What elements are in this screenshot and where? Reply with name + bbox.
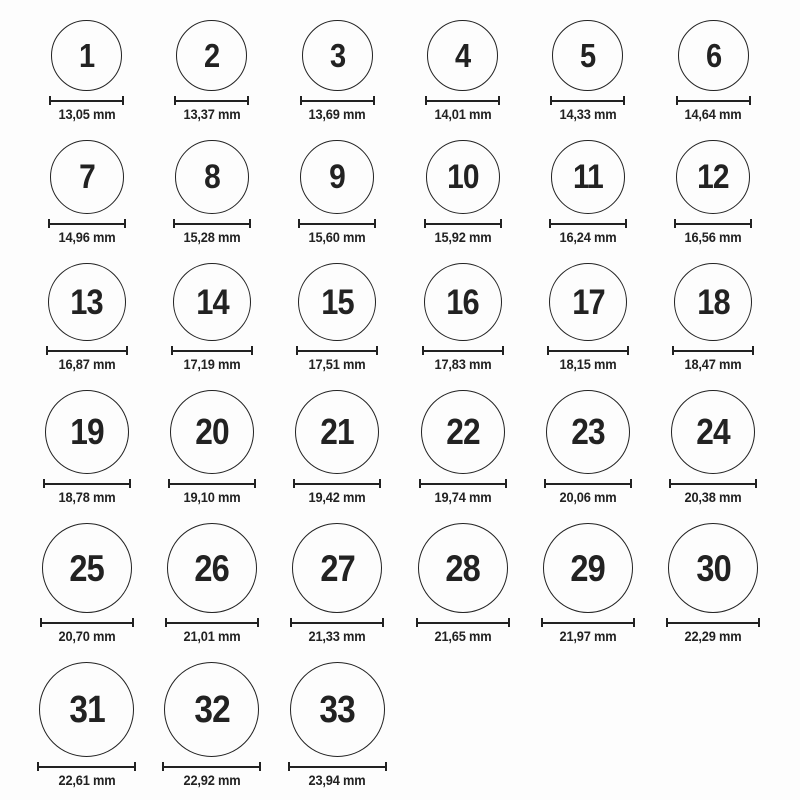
ring-number: 32 bbox=[194, 688, 230, 731]
ring-circle bbox=[295, 390, 379, 474]
chart-row bbox=[24, 523, 776, 645]
diameter-label: 17,83 mm bbox=[434, 357, 492, 372]
ring-circle bbox=[668, 523, 758, 613]
ring-number: 19 bbox=[69, 411, 104, 452]
ring-size-item bbox=[296, 263, 378, 373]
ring-circle bbox=[424, 263, 502, 341]
diameter-label: 17,19 mm bbox=[183, 357, 241, 372]
ring-number: 4 bbox=[455, 37, 471, 74]
diameter-measure-line bbox=[174, 96, 249, 105]
ring-circle bbox=[298, 263, 376, 341]
ring-size-item bbox=[672, 263, 754, 373]
ring-size-item bbox=[666, 523, 760, 645]
ring-number: 9 bbox=[329, 158, 346, 196]
diameter-label: 18,15 mm bbox=[559, 357, 617, 372]
diameter-label: 18,78 mm bbox=[58, 490, 116, 505]
diameter-measure-line bbox=[550, 96, 625, 105]
ring-circle bbox=[48, 263, 126, 341]
ring-size-item bbox=[165, 523, 259, 645]
diameter-measure-line bbox=[171, 346, 253, 355]
diameter-measure-line bbox=[422, 346, 504, 355]
ring-number: 5 bbox=[580, 37, 596, 74]
ring-number: 24 bbox=[696, 411, 731, 452]
ring-size-item bbox=[37, 662, 136, 789]
diameter-label: 18,47 mm bbox=[684, 357, 742, 372]
ring-size-item bbox=[676, 20, 751, 123]
ring-circle bbox=[674, 263, 752, 341]
diameter-measure-line bbox=[43, 479, 131, 488]
chart-row bbox=[24, 662, 776, 789]
ring-size-item bbox=[46, 263, 128, 373]
ring-size-item bbox=[43, 390, 131, 506]
diameter-measure-line bbox=[296, 346, 378, 355]
ring-size-item bbox=[174, 20, 249, 123]
ring-circle bbox=[543, 523, 633, 613]
ring-size-item bbox=[674, 140, 752, 246]
chart-row bbox=[24, 140, 776, 246]
ring-circle bbox=[546, 390, 630, 474]
ring-number: 27 bbox=[320, 547, 355, 589]
diameter-measure-line bbox=[298, 219, 376, 228]
diameter-label: 21,97 mm bbox=[559, 629, 617, 644]
chart-row bbox=[24, 263, 776, 373]
ring-number: 13 bbox=[70, 282, 103, 322]
diameter-label: 13,37 mm bbox=[183, 107, 241, 122]
ring-size-item bbox=[541, 523, 635, 645]
ring-circle bbox=[39, 662, 134, 757]
diameter-label: 22,61 mm bbox=[58, 773, 116, 788]
ring-number: 16 bbox=[446, 282, 479, 322]
ring-size-item bbox=[425, 20, 500, 123]
diameter-label: 21,01 mm bbox=[183, 629, 241, 644]
diameter-label: 14,64 mm bbox=[684, 107, 742, 122]
ring-circle bbox=[164, 662, 259, 757]
diameter-measure-line bbox=[669, 479, 757, 488]
ring-circle bbox=[173, 263, 251, 341]
ring-number: 10 bbox=[446, 158, 479, 196]
diameter-measure-line bbox=[40, 618, 134, 627]
diameter-label: 20,38 mm bbox=[684, 490, 742, 505]
diameter-measure-line bbox=[162, 762, 261, 771]
ring-size-item bbox=[173, 140, 251, 246]
diameter-measure-line bbox=[425, 96, 500, 105]
ring-size-item bbox=[162, 662, 261, 789]
diameter-measure-line bbox=[541, 618, 635, 627]
ring-circle bbox=[549, 263, 627, 341]
diameter-measure-line bbox=[293, 479, 381, 488]
ring-size-item bbox=[49, 20, 124, 123]
ring-number: 17 bbox=[571, 282, 605, 322]
diameter-measure-line bbox=[424, 219, 502, 228]
ring-size-item bbox=[40, 523, 134, 645]
ring-circle bbox=[45, 390, 129, 474]
ring-circle bbox=[292, 523, 382, 613]
ring-size-item bbox=[422, 263, 504, 373]
diameter-measure-line bbox=[666, 618, 760, 627]
ring-size-item bbox=[549, 140, 627, 246]
ring-size-item bbox=[288, 662, 387, 789]
ring-number: 26 bbox=[194, 547, 230, 589]
diameter-measure-line bbox=[419, 479, 507, 488]
ring-size-item bbox=[669, 390, 757, 506]
diameter-measure-line bbox=[549, 219, 627, 228]
diameter-measure-line bbox=[49, 96, 124, 105]
ring-size-item bbox=[547, 263, 629, 373]
diameter-measure-line bbox=[168, 479, 256, 488]
ring-number: 33 bbox=[319, 688, 356, 731]
ring-circle bbox=[302, 20, 373, 91]
ring-size-item bbox=[544, 390, 632, 506]
ring-number: 11 bbox=[573, 158, 603, 196]
diameter-label: 15,28 mm bbox=[183, 230, 241, 245]
diameter-label: 19,74 mm bbox=[434, 490, 492, 505]
ring-number: 29 bbox=[570, 547, 606, 589]
diameter-label: 13,05 mm bbox=[58, 107, 116, 122]
diameter-label: 23,94 mm bbox=[308, 773, 366, 788]
diameter-measure-line bbox=[37, 762, 136, 771]
ring-number: 20 bbox=[195, 411, 229, 452]
diameter-measure-line bbox=[173, 219, 251, 228]
ring-size-item bbox=[300, 20, 375, 123]
diameter-measure-line bbox=[300, 96, 375, 105]
ring-size-item bbox=[168, 390, 256, 506]
diameter-label: 17,51 mm bbox=[308, 357, 366, 372]
diameter-label: 15,60 mm bbox=[308, 230, 366, 245]
ring-number: 25 bbox=[69, 547, 104, 589]
diameter-label: 13,69 mm bbox=[308, 107, 366, 122]
diameter-measure-line bbox=[674, 219, 752, 228]
ring-number: 22 bbox=[445, 411, 480, 452]
ring-circle bbox=[42, 523, 132, 613]
ring-size-item bbox=[550, 20, 625, 123]
ring-number: 30 bbox=[696, 547, 731, 589]
ring-size-item bbox=[424, 140, 502, 246]
diameter-label: 16,24 mm bbox=[559, 230, 617, 245]
ring-size-item bbox=[293, 390, 381, 506]
ring-number: 18 bbox=[697, 282, 730, 322]
ring-circle bbox=[50, 140, 124, 214]
diameter-label: 21,33 mm bbox=[308, 629, 366, 644]
diameter-measure-line bbox=[165, 618, 259, 627]
diameter-label: 19,10 mm bbox=[183, 490, 241, 505]
diameter-label: 22,92 mm bbox=[183, 773, 241, 788]
diameter-measure-line bbox=[48, 219, 126, 228]
ring-circle bbox=[671, 390, 755, 474]
ring-number: 28 bbox=[445, 547, 480, 589]
diameter-measure-line bbox=[288, 762, 387, 771]
ring-number: 15 bbox=[321, 282, 354, 322]
ring-number: 12 bbox=[697, 158, 730, 196]
ring-number: 23 bbox=[571, 411, 605, 452]
diameter-label: 22,29 mm bbox=[684, 629, 742, 644]
ring-circle bbox=[426, 140, 500, 214]
ring-circle bbox=[167, 523, 257, 613]
ring-circle bbox=[551, 140, 625, 214]
diameter-label: 19,42 mm bbox=[308, 490, 366, 505]
ring-circle bbox=[678, 20, 749, 91]
chart-row bbox=[24, 390, 776, 506]
ring-number: 1 bbox=[79, 37, 95, 74]
ring-number: 3 bbox=[329, 37, 345, 74]
diameter-measure-line bbox=[547, 346, 629, 355]
ring-number: 31 bbox=[68, 688, 105, 731]
diameter-measure-line bbox=[672, 346, 754, 355]
diameter-measure-line bbox=[290, 618, 384, 627]
ring-number: 6 bbox=[705, 37, 721, 74]
ring-circle bbox=[175, 140, 249, 214]
ring-size-item bbox=[290, 523, 384, 645]
diameter-label: 14,96 mm bbox=[58, 230, 116, 245]
ring-circle bbox=[170, 390, 254, 474]
diameter-label: 20,70 mm bbox=[58, 629, 116, 644]
diameter-label: 14,33 mm bbox=[559, 107, 617, 122]
diameter-measure-line bbox=[46, 346, 128, 355]
ring-circle bbox=[176, 20, 247, 91]
ring-size-item bbox=[171, 263, 253, 373]
diameter-label: 14,01 mm bbox=[434, 107, 492, 122]
ring-circle bbox=[300, 140, 374, 214]
ring-circle bbox=[290, 662, 385, 757]
ring-size-item bbox=[298, 140, 376, 246]
diameter-label: 15,92 mm bbox=[434, 230, 492, 245]
ring-circle bbox=[421, 390, 505, 474]
diameter-measure-line bbox=[416, 618, 510, 627]
ring-circle bbox=[552, 20, 623, 91]
diameter-measure-line bbox=[544, 479, 632, 488]
ring-number: 8 bbox=[204, 158, 220, 196]
diameter-label: 16,87 mm bbox=[58, 357, 116, 372]
diameter-label: 16,56 mm bbox=[684, 230, 742, 245]
diameter-label: 21,65 mm bbox=[434, 629, 492, 644]
ring-circle bbox=[418, 523, 508, 613]
ring-number: 7 bbox=[78, 158, 95, 196]
ring-size-item bbox=[48, 140, 126, 246]
ring-number: 21 bbox=[320, 411, 355, 452]
diameter-measure-line bbox=[676, 96, 751, 105]
ring-number: 2 bbox=[204, 37, 220, 74]
ring-number: 14 bbox=[195, 282, 229, 322]
ring-circle bbox=[427, 20, 498, 91]
ring-size-item bbox=[416, 523, 510, 645]
ring-circle bbox=[51, 20, 122, 91]
ring-circle bbox=[676, 140, 750, 214]
diameter-label: 20,06 mm bbox=[559, 490, 617, 505]
ring-size-item bbox=[419, 390, 507, 506]
chart-row bbox=[24, 20, 776, 123]
